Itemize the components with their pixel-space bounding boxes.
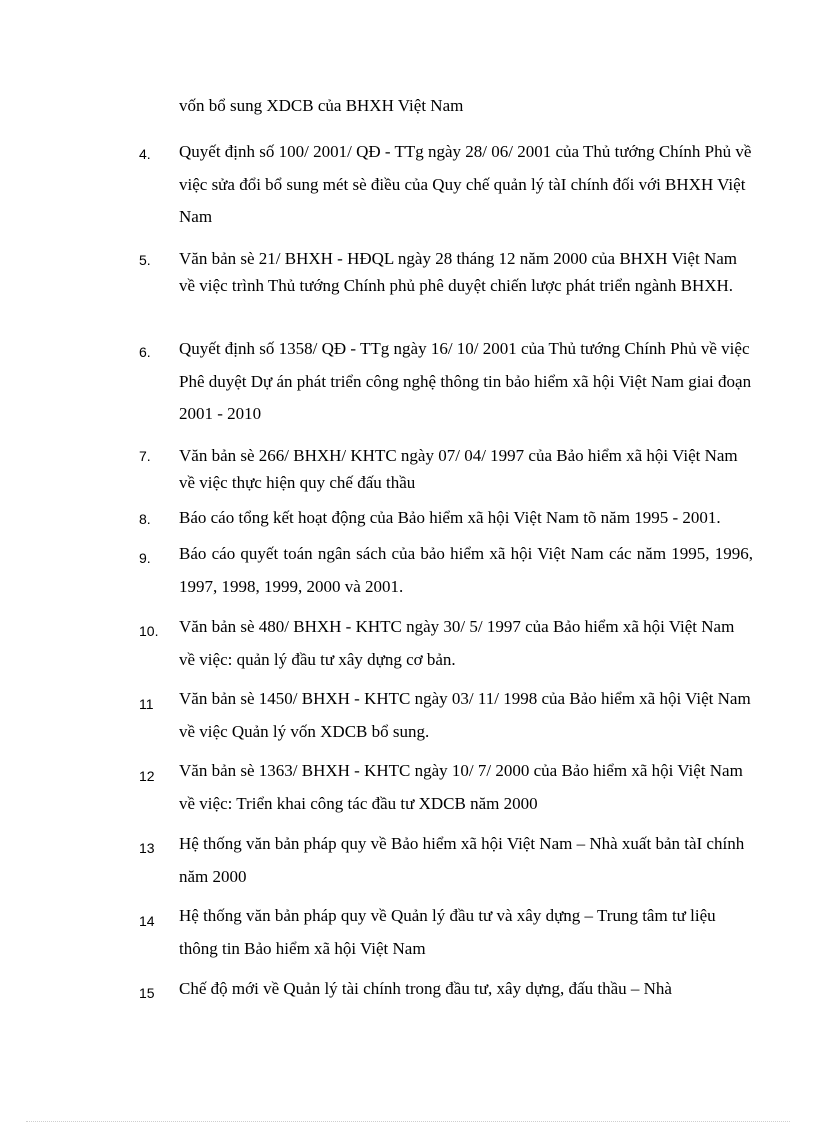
reference-text: Báo cáo tổng kết hoạt động của Bảo hiểm xã hội Việt Nam tõ năm 1995 - 2001. xyxy=(179,508,721,527)
reference-number: 14 xyxy=(139,913,155,929)
reference-text: Văn bản sè 1450/ BHXH - KHTC ngày 03/ 11/ 1998 của Bảo hiểm xã hội Việt Nam về việc Quản lý vốn XDCB bổ sung. xyxy=(179,689,751,741)
reference-number: 12 xyxy=(139,768,155,784)
reference-text: Hệ thống văn bản pháp quy về Quản lý đầu tư và xây dựng – Trung tâm tư liệu thông tin Bảo hiểm xã hội Việt Nam xyxy=(179,906,716,958)
reference-text: Quyết định số 100/ 2001/ QĐ - TTg ngày 28/ 06/ 2001 của Thủ tướng Chính Phủ về việc sửa đổi bổ sung mét sè điều của Quy chế quản lý tàI chính đối với BHXH Việt Nam xyxy=(179,142,752,226)
reference-number: 10. xyxy=(139,623,159,639)
reference-number: 13 xyxy=(139,840,155,856)
reference-number: 6. xyxy=(139,344,151,360)
reference-text: Quyết định số 1358/ QĐ - TTg ngày 16/ 10/ 2001 của Thủ tướng Chính Phủ về việc Phê duyệt Dự án phát triển công nghệ thông tin bảo hiểm xã hội Việt Nam giai đoạn 2001 - 2010 xyxy=(179,339,752,423)
reference-number: 9. xyxy=(139,550,151,566)
reference-text: Chế độ mới về Quản lý tài chính trong đầu tư, xây dựng, đấu thầu – Nhà xyxy=(179,979,672,998)
reference-number: 8. xyxy=(139,511,151,527)
reference-number: 5. xyxy=(139,252,151,268)
reference-text: Văn bản sè 21/ BHXH - HĐQL ngày 28 tháng 12 năm 2000 của BHXH Việt Nam về việc trình Thủ tướng Chính phủ phê duyệt chiến lược phát triển ngành BHXH. xyxy=(179,249,737,295)
reference-text: Hệ thống văn bản pháp quy về Bảo hiểm xã hội Việt Nam – Nhà xuất bản tàI chính năm 2000 xyxy=(179,834,745,886)
reference-number: 11 xyxy=(139,696,154,712)
reference-number: 4. xyxy=(139,146,151,162)
reference-text: Báo cáo quyết toán ngân sách của bảo hiểm xã hội Việt Nam các năm 1995, 1996, 1997, 1998, 1999, 2000 và 2001. xyxy=(179,544,753,596)
continued-reference-line: vốn bổ sung XDCB của BHXH Việt Nam xyxy=(179,96,464,115)
reference-number: 15 xyxy=(139,985,155,1001)
reference-text: Văn bản sè 266/ BHXH/ KHTC ngày 07/ 04/ 1997 của Bảo hiểm xã hội Việt Nam về việc thực hiện quy chế đấu thầu xyxy=(179,446,738,492)
reference-text: Văn bản sè 480/ BHXH - KHTC ngày 30/ 5/ 1997 của Bảo hiểm xã hội Việt Nam về việc: quản lý đầu tư xây dựng cơ bản. xyxy=(179,617,735,669)
page-bottom-divider xyxy=(26,1121,790,1122)
reference-number: 7. xyxy=(139,448,151,464)
reference-text: Văn bản sè 1363/ BHXH - KHTC ngày 10/ 7/ 2000 của Bảo hiểm xã hội Việt Nam về việc: Triển khai công tác đầu tư XDCB năm 2000 xyxy=(179,761,743,813)
